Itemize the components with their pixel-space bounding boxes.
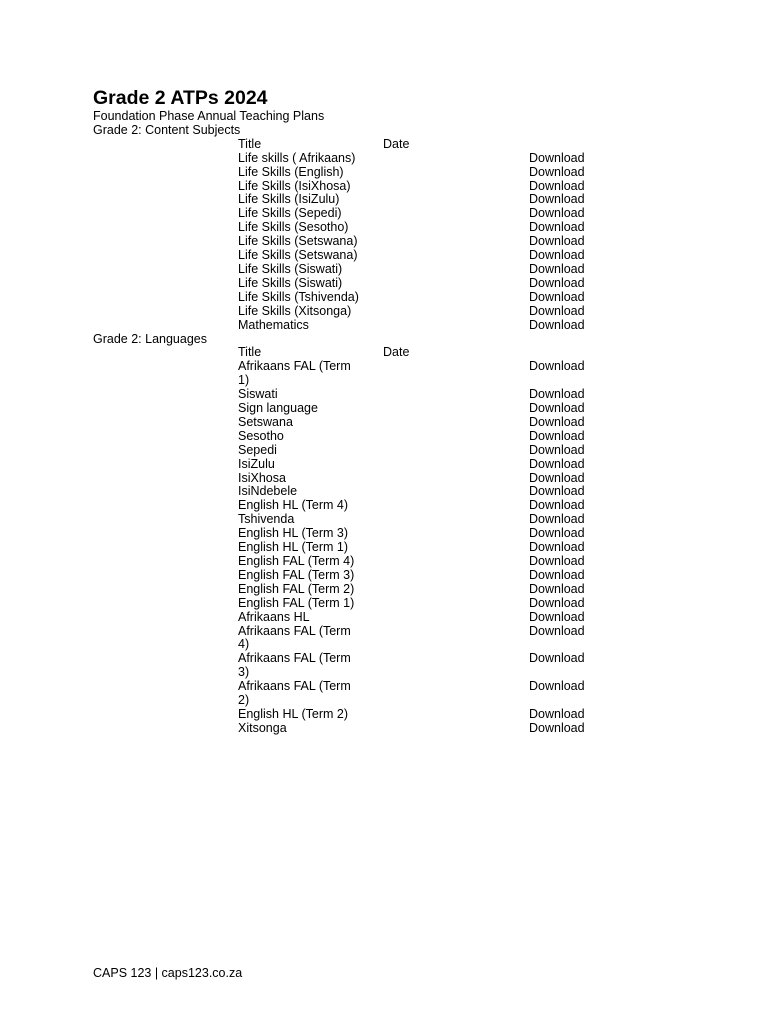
row-title: Life Skills (Xitsonga) xyxy=(238,303,352,318)
column-header-date: Date xyxy=(383,345,410,360)
row-date xyxy=(383,569,529,583)
row-title-cell xyxy=(238,625,383,653)
row-date xyxy=(383,458,529,472)
row-download-cell xyxy=(529,277,609,291)
table-header-row xyxy=(238,138,609,152)
row-title-cell xyxy=(238,444,383,458)
row-title-cell xyxy=(238,416,383,430)
row-download-cell xyxy=(529,152,609,166)
table-row xyxy=(238,249,609,263)
download-link[interactable]: Download xyxy=(529,289,585,304)
table-row xyxy=(238,430,609,444)
row-title-cell xyxy=(238,708,383,722)
table-row xyxy=(238,319,609,333)
row-title-cell xyxy=(238,611,383,625)
row-download-cell xyxy=(529,221,609,235)
row-download-cell xyxy=(529,360,609,388)
row-title: Afrikaans FAL (Term 3) xyxy=(238,651,351,680)
row-title-cell xyxy=(238,166,383,180)
download-link[interactable]: Download xyxy=(529,401,585,416)
row-title-cell xyxy=(238,193,383,207)
table-row xyxy=(238,555,609,569)
download-link[interactable]: Download xyxy=(529,526,585,541)
row-date xyxy=(383,541,529,555)
row-download-cell xyxy=(529,444,609,458)
row-title: Life Skills (Siswati) xyxy=(238,275,343,290)
row-download-cell xyxy=(529,583,609,597)
table-row xyxy=(238,485,609,499)
row-title-cell xyxy=(238,305,383,319)
row-date xyxy=(383,221,529,235)
row-date xyxy=(383,499,529,513)
row-date xyxy=(383,402,529,416)
download-link[interactable]: Download xyxy=(529,498,585,513)
download-link[interactable]: Download xyxy=(529,220,585,235)
row-download-cell xyxy=(529,249,609,263)
download-link[interactable]: Download xyxy=(529,470,585,485)
download-link[interactable]: Download xyxy=(529,540,585,555)
row-title: Afrikaans HL xyxy=(238,609,310,624)
row-title: Life Skills (Setswana) xyxy=(238,248,358,263)
download-link[interactable]: Download xyxy=(529,234,585,249)
table-row xyxy=(238,305,609,319)
row-date xyxy=(383,193,529,207)
row-title-cell xyxy=(238,388,383,402)
row-title: Life skills ( Afrikaans) xyxy=(238,150,356,165)
page-footer: CAPS 123 | caps123.co.za xyxy=(93,966,243,980)
row-download-cell xyxy=(529,722,609,736)
row-date xyxy=(383,708,529,722)
row-download-cell xyxy=(529,555,609,569)
row-title-cell xyxy=(238,430,383,444)
row-title: English HL (Term 1) xyxy=(238,540,348,555)
row-title: IsiXhosa xyxy=(238,470,286,485)
languages-rows xyxy=(238,360,609,735)
row-title-cell xyxy=(238,458,383,472)
table-row xyxy=(238,152,609,166)
row-title: English FAL (Term 1) xyxy=(238,595,355,610)
row-title-cell xyxy=(238,263,383,277)
row-date xyxy=(383,263,529,277)
download-link[interactable]: Download xyxy=(529,261,585,276)
languages-table xyxy=(238,346,609,735)
column-header-date: Date xyxy=(383,136,410,151)
row-title-cell xyxy=(238,513,383,527)
row-date xyxy=(383,583,529,597)
table-row xyxy=(238,527,609,541)
row-download-cell xyxy=(529,319,609,333)
row-date xyxy=(383,249,529,263)
table-row xyxy=(238,263,609,277)
table-row xyxy=(238,166,609,180)
page-subtitle: Foundation Phase Annual Teaching Plans xyxy=(93,109,325,123)
row-date xyxy=(383,277,529,291)
row-title-cell xyxy=(238,277,383,291)
download-link[interactable]: Download xyxy=(529,303,585,318)
table-row xyxy=(238,625,609,653)
row-download-cell xyxy=(529,611,609,625)
row-date xyxy=(383,722,529,736)
row-title-cell xyxy=(238,527,383,541)
row-date xyxy=(383,652,529,680)
row-download-cell xyxy=(529,652,609,680)
column-header-download xyxy=(529,138,609,152)
download-link[interactable]: Download xyxy=(529,248,585,263)
row-title: Mathematics xyxy=(238,317,309,332)
table-row xyxy=(238,221,609,235)
download-link[interactable]: Download xyxy=(529,623,585,638)
download-link[interactable]: Download xyxy=(529,164,585,179)
row-download-cell xyxy=(529,291,609,305)
row-download-cell xyxy=(529,541,609,555)
download-link[interactable]: Download xyxy=(529,178,585,193)
row-download-cell xyxy=(529,708,609,722)
row-download-cell xyxy=(529,235,609,249)
row-download-cell xyxy=(529,472,609,486)
content-subjects-rows xyxy=(238,152,609,333)
table-row xyxy=(238,583,609,597)
row-date xyxy=(383,207,529,221)
row-date xyxy=(383,319,529,333)
section-label: Grade 2: Content Subjects xyxy=(93,122,241,137)
row-title-cell xyxy=(238,541,383,555)
download-link[interactable]: Download xyxy=(529,456,585,471)
row-title-cell xyxy=(238,583,383,597)
table-row xyxy=(238,472,609,486)
table-row xyxy=(238,458,609,472)
table-row xyxy=(238,388,609,402)
row-date xyxy=(383,430,529,444)
download-link[interactable]: Download xyxy=(529,595,585,610)
download-link[interactable]: Download xyxy=(529,414,585,429)
row-download-cell xyxy=(529,180,609,194)
row-download-cell xyxy=(529,569,609,583)
row-title: Sepedi xyxy=(238,442,277,457)
row-title-cell xyxy=(238,680,383,708)
row-title-cell xyxy=(238,597,383,611)
download-link[interactable]: Download xyxy=(529,484,585,499)
table-row xyxy=(238,499,609,513)
row-title-cell xyxy=(238,722,383,736)
row-download-cell xyxy=(529,193,609,207)
row-date xyxy=(383,485,529,499)
row-title: IsiNdebele xyxy=(238,484,298,499)
download-link[interactable]: Download xyxy=(529,512,585,527)
download-link[interactable]: Download xyxy=(529,720,585,735)
section-content-subjects xyxy=(93,124,713,333)
row-date xyxy=(383,611,529,625)
table-row xyxy=(238,513,609,527)
download-link[interactable]: Download xyxy=(529,581,585,596)
row-title-cell xyxy=(238,249,383,263)
download-link[interactable]: Download xyxy=(529,651,585,666)
row-title-cell xyxy=(238,360,383,388)
row-title-cell xyxy=(238,235,383,249)
row-title-cell xyxy=(238,485,383,499)
download-link[interactable]: Download xyxy=(529,206,585,221)
row-download-cell xyxy=(529,263,609,277)
download-link[interactable]: Download xyxy=(529,192,585,207)
section-languages xyxy=(93,333,713,736)
row-title: IsiZulu xyxy=(238,456,275,471)
table-row xyxy=(238,569,609,583)
row-date xyxy=(383,472,529,486)
row-download-cell xyxy=(529,166,609,180)
row-date xyxy=(383,597,529,611)
row-date xyxy=(383,416,529,430)
row-date xyxy=(383,305,529,319)
row-date xyxy=(383,360,529,388)
row-date xyxy=(383,555,529,569)
row-title: Tshivenda xyxy=(238,512,295,527)
row-date xyxy=(383,527,529,541)
row-title: English HL (Term 4) xyxy=(238,498,348,513)
row-date xyxy=(383,291,529,305)
row-title: English FAL (Term 3) xyxy=(238,567,355,582)
row-title: English FAL (Term 4) xyxy=(238,554,355,568)
table-row xyxy=(238,444,609,458)
row-title: English HL (Term 3) xyxy=(238,526,348,541)
row-title: Afrikaans FAL (Term 4) xyxy=(238,623,351,652)
row-title: Life Skills (Sesotho) xyxy=(238,220,349,235)
row-title: Sesotho xyxy=(238,428,284,443)
row-download-cell xyxy=(529,485,609,499)
table-row xyxy=(238,611,609,625)
row-title: Life Skills (Tshivenda) xyxy=(238,289,359,304)
row-title-cell xyxy=(238,180,383,194)
row-title-cell xyxy=(238,652,383,680)
row-date xyxy=(383,680,529,708)
row-title-cell xyxy=(238,221,383,235)
download-link[interactable]: Download xyxy=(529,442,585,457)
row-title: Setswana xyxy=(238,414,293,429)
row-title-cell xyxy=(238,555,383,569)
section-label: Grade 2: Languages xyxy=(93,331,207,346)
row-title: Afrikaans FAL (Term 2) xyxy=(238,679,351,708)
row-download-cell xyxy=(529,597,609,611)
row-download-cell xyxy=(529,305,609,319)
download-link[interactable]: Download xyxy=(529,275,585,290)
row-download-cell xyxy=(529,499,609,513)
row-download-cell xyxy=(529,458,609,472)
column-header-title: Title xyxy=(238,136,262,151)
table-row xyxy=(238,541,609,555)
row-title-cell xyxy=(238,207,383,221)
row-date xyxy=(383,152,529,166)
row-title-cell xyxy=(238,499,383,513)
row-title-cell xyxy=(238,472,383,486)
document-page xyxy=(93,87,713,736)
table-row xyxy=(238,277,609,291)
row-date xyxy=(383,180,529,194)
table-row xyxy=(238,193,609,207)
row-title-cell xyxy=(238,152,383,166)
row-download-cell xyxy=(529,388,609,402)
table-row xyxy=(238,597,609,611)
row-title: English FAL (Term 2) xyxy=(238,581,355,596)
row-download-cell xyxy=(529,402,609,416)
download-link[interactable]: Download xyxy=(529,150,585,165)
row-download-cell xyxy=(529,207,609,221)
row-download-cell xyxy=(529,430,609,444)
table-row xyxy=(238,652,609,680)
download-link[interactable]: Download xyxy=(529,387,585,402)
download-link[interactable]: Download xyxy=(529,554,585,568)
row-title-cell xyxy=(238,319,383,333)
row-title-cell xyxy=(238,402,383,416)
row-date xyxy=(383,166,529,180)
table-header-row xyxy=(238,346,609,360)
row-title: Life Skills (English) xyxy=(238,164,344,179)
table-row xyxy=(238,180,609,194)
download-link[interactable]: Download xyxy=(529,609,585,624)
row-title: Life Skills (Siswati) xyxy=(238,261,343,276)
content-subjects-table xyxy=(238,138,609,333)
row-date xyxy=(383,235,529,249)
download-link[interactable]: Download xyxy=(529,567,585,582)
row-date xyxy=(383,388,529,402)
row-title: English HL (Term 2) xyxy=(238,706,348,721)
column-header-download xyxy=(529,346,609,360)
page-title: Grade 2 ATPs 2024 xyxy=(93,87,268,109)
row-date xyxy=(383,444,529,458)
download-link[interactable]: Download xyxy=(529,679,585,694)
row-title-cell xyxy=(238,291,383,305)
download-link[interactable]: Download xyxy=(529,706,585,721)
row-title-cell xyxy=(238,569,383,583)
table-row xyxy=(238,291,609,305)
row-title: Life Skills (Sepedi) xyxy=(238,206,342,221)
table-row xyxy=(238,416,609,430)
row-title: Siswati xyxy=(238,387,278,402)
table-row xyxy=(238,360,609,388)
row-title: Afrikaans FAL (Term 1) xyxy=(238,359,351,388)
column-header-title: Title xyxy=(238,345,262,360)
table-row xyxy=(238,402,609,416)
download-link[interactable]: Download xyxy=(529,317,585,332)
download-link[interactable]: Download xyxy=(529,359,585,374)
table-row xyxy=(238,680,609,708)
download-link[interactable]: Download xyxy=(529,428,585,443)
row-download-cell xyxy=(529,416,609,430)
table-row xyxy=(238,708,609,722)
row-download-cell xyxy=(529,625,609,653)
row-title: Life Skills (IsiXhosa) xyxy=(238,178,351,193)
row-title: Life Skills (IsiZulu) xyxy=(238,192,340,207)
table-row xyxy=(238,235,609,249)
row-download-cell xyxy=(529,680,609,708)
row-download-cell xyxy=(529,513,609,527)
row-title: Sign language xyxy=(238,401,318,416)
table-row xyxy=(238,207,609,221)
row-date xyxy=(383,625,529,653)
row-date xyxy=(383,513,529,527)
row-title: Life Skills (Setswana) xyxy=(238,234,358,249)
table-row xyxy=(238,722,609,736)
row-download-cell xyxy=(529,527,609,541)
row-title: Xitsonga xyxy=(238,720,287,735)
